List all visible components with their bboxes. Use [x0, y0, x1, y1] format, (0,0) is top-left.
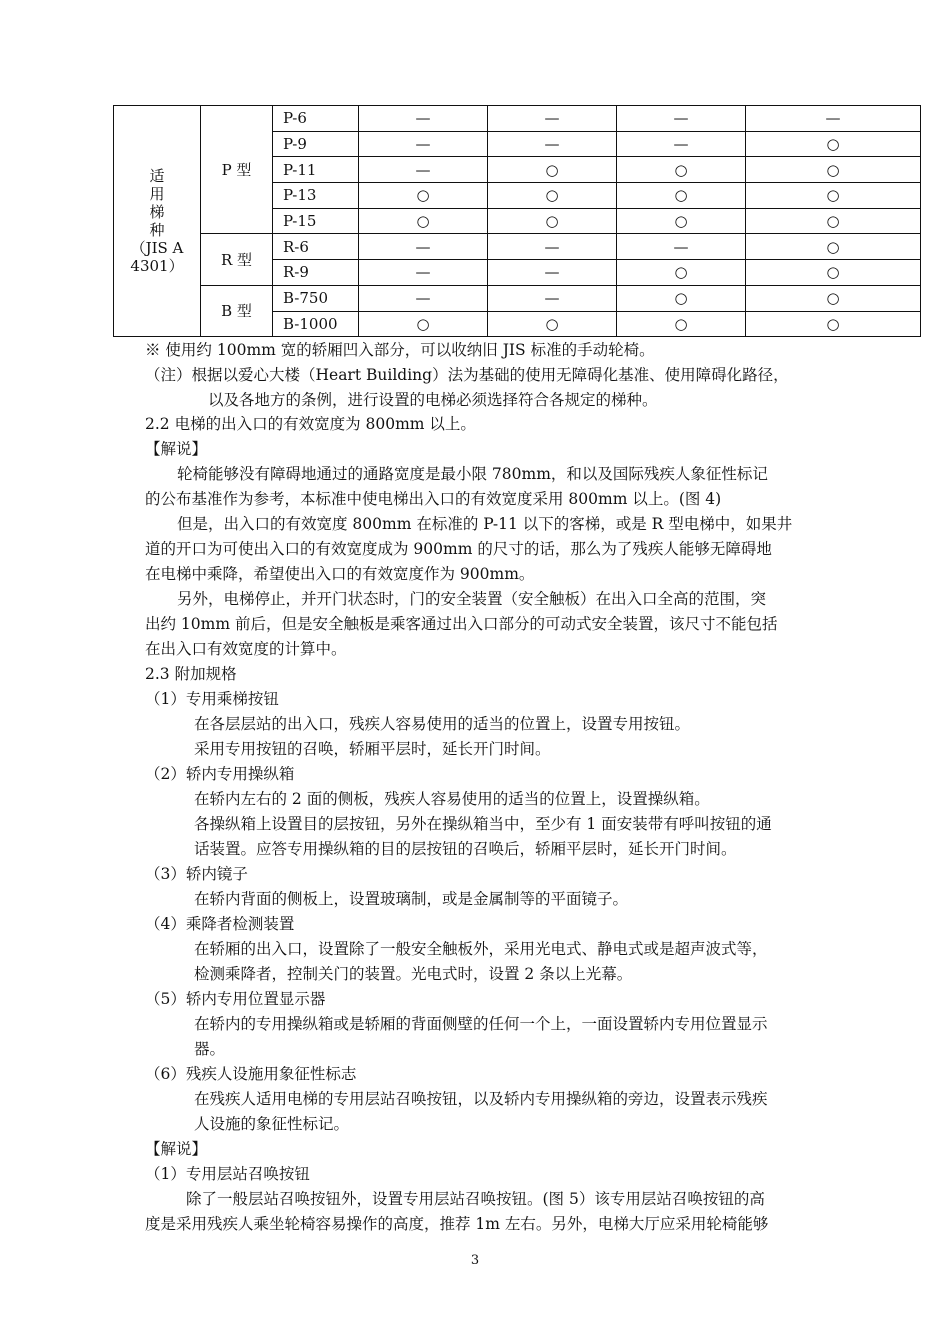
- model-cell: R-9: [273, 260, 359, 286]
- note-paragraph: （注）根据以爱心大楼（Heart Building）法为基础的使用无障碍化基准、使用障碍化路径，: [145, 366, 789, 384]
- item-heading: （3）轿内镜子: [145, 865, 248, 883]
- mark-cell: —: [359, 131, 488, 157]
- mark-cell: ○: [488, 157, 617, 183]
- mark-cell: ○: [488, 183, 617, 209]
- mark-cell: ○: [359, 311, 488, 337]
- section-heading: 2.2 电梯的出入口的有效宽度为 800mm 以上。: [145, 415, 476, 433]
- mark-cell: ○: [617, 157, 746, 183]
- mark-cell: ○: [359, 183, 488, 209]
- note-paragraph: 以及各地方的条例，进行设置的电梯必须选择符合各规定的梯种。: [208, 391, 658, 409]
- item-heading: （1）专用层站召唤按钮: [145, 1165, 310, 1183]
- table-row: [114, 285, 921, 311]
- mark-cell: —: [488, 106, 617, 132]
- mark-cell: ○: [617, 208, 746, 234]
- body-paragraph: 在出入口有效宽度的计算中。: [145, 640, 347, 658]
- mark-cell: —: [488, 234, 617, 260]
- body-paragraph: 在电梯中乘降，希望使出入口的有效宽度作为 900mm。: [145, 565, 535, 583]
- mark-cell: ○: [488, 208, 617, 234]
- section-heading: 2.3 附加规格: [145, 665, 237, 683]
- mark-cell: ○: [746, 208, 921, 234]
- mark-cell: ○: [746, 260, 921, 286]
- body-paragraph: 出约 10mm 前后，但是安全触板是乘客通过出入口部分的可动式安全装置，该尺寸不能包括: [145, 615, 778, 633]
- mark-cell: —: [488, 131, 617, 157]
- body-paragraph: 但是，出入口的有效宽度 800mm 在标准的 P-11 以下的客梯，或是 R 型电梯中，如果井: [177, 515, 793, 533]
- table-row: [114, 234, 921, 260]
- item-text: 各操纵箱上设置目的层按钮，另外在操纵箱当中，至少有 1 面安装带有呼叫按钮的通: [194, 815, 772, 833]
- mark-cell: ○: [746, 157, 921, 183]
- mark-cell: —: [488, 285, 617, 311]
- item-heading: （1）专用乘梯按钮: [145, 690, 279, 708]
- commentary-label: 【解说】: [145, 440, 208, 458]
- item-text: 在轿内背面的侧板上，设置玻璃制，或是金属制等的平面镜子。: [194, 890, 629, 908]
- mark-cell: —: [359, 157, 488, 183]
- commentary-label: 【解说】: [145, 1140, 208, 1158]
- item-text: 话装置。应答专用操纵箱的目的层按钮的召唤后，轿厢平层时，延长开门时间。: [194, 840, 737, 858]
- item-text: 采用专用按钮的召唤，轿厢平层时，延长开门时间。: [194, 740, 551, 758]
- model-cell: P-13: [273, 183, 359, 209]
- item-heading: （6）残疾人设施用象征性标志: [145, 1065, 357, 1083]
- type-group-label: B 型: [201, 285, 273, 336]
- mark-cell: ○: [746, 234, 921, 260]
- mark-cell: —: [617, 234, 746, 260]
- mark-cell: ○: [617, 311, 746, 337]
- mark-cell: —: [488, 260, 617, 286]
- body-paragraph: 道的开口为可使出入口的有效宽度成为 900mm 的尺寸的话，那么为了残疾人能够无障碍地: [145, 540, 772, 558]
- item-text: 器。: [194, 1040, 226, 1058]
- item-heading: （2）轿内专用操纵箱: [145, 765, 295, 783]
- body-paragraph: 另外，电梯停止，并开门状态时，门的安全装置（安全触板）在出入口全高的范围，突: [177, 590, 767, 608]
- mark-cell: —: [359, 260, 488, 286]
- model-cell: P-6: [273, 106, 359, 132]
- mark-cell: —: [359, 106, 488, 132]
- mark-cell: ○: [617, 260, 746, 286]
- mark-cell: ○: [359, 208, 488, 234]
- model-cell: B-1000: [273, 311, 359, 337]
- mark-cell: —: [617, 106, 746, 132]
- item-heading: （4）乘降者检测装置: [145, 915, 295, 933]
- table-row: [114, 106, 921, 132]
- item-text: 在轿内的专用操纵箱或是轿厢的背面侧壁的任何一个上，一面设置轿内专用位置显示: [194, 1015, 768, 1033]
- body-paragraph: 除了一般层站召唤按钮外，设置专用层站召唤按钮。(图 5）该专用层站召唤按钮的高: [186, 1190, 765, 1208]
- mark-cell: ○: [617, 183, 746, 209]
- item-heading: （5）轿内专用位置显示器: [145, 990, 326, 1008]
- mark-cell: ○: [746, 131, 921, 157]
- item-text: 在残疾人适用电梯的专用层站召唤按钮，以及轿内专用操纵箱的旁边，设置表示残疾: [194, 1090, 768, 1108]
- mark-cell: ○: [488, 311, 617, 337]
- mark-cell: ○: [617, 285, 746, 311]
- body-paragraph: 轮椅能够没有障碍地通过的通路宽度是最小限 780mm，和以及国际残疾人象征性标记: [177, 465, 768, 483]
- item-text: 在轿内左右的 2 面的侧板，残疾人容易使用的适当的位置上，设置操纵箱。: [194, 790, 710, 808]
- model-cell: R-6: [273, 234, 359, 260]
- mark-cell: ○: [746, 311, 921, 337]
- applicable-type-label: 适 用 梯 种 （JIS A 4301）: [114, 106, 201, 337]
- type-group-label: R 型: [201, 234, 273, 285]
- item-text: 在各层层站的出入口，残疾人容易使用的适当的位置上，设置专用按钮。: [194, 715, 691, 733]
- mark-cell: ○: [746, 285, 921, 311]
- body-paragraph: 的公布基准作为参考，本标准中使电梯出入口的有效宽度采用 800mm 以上。(图 4): [145, 490, 722, 508]
- elevator-type-table: [113, 105, 921, 337]
- model-cell: B-750: [273, 285, 359, 311]
- model-cell: P-9: [273, 131, 359, 157]
- model-cell: P-15: [273, 208, 359, 234]
- item-text: 人设施的象征性标记。: [194, 1115, 350, 1133]
- mark-cell: ○: [746, 183, 921, 209]
- item-text: 在轿厢的出入口，设置除了一般安全触板外，采用光电式、静电式或是超声波式等，: [194, 940, 768, 958]
- mark-cell: —: [359, 285, 488, 311]
- model-cell: P-11: [273, 157, 359, 183]
- mark-cell: —: [617, 131, 746, 157]
- mark-cell: —: [746, 106, 921, 132]
- page-number: 3: [470, 1253, 480, 1268]
- item-text: 检测乘降者，控制关门的装置。光电式时，设置 2 条以上光幕。: [194, 965, 633, 983]
- table-footnote: ※ 使用约 100mm 宽的轿厢凹入部分，可以收纳旧 JIS 标准的手动轮椅。: [145, 341, 655, 359]
- type-group-label: P 型: [201, 106, 273, 234]
- mark-cell: —: [359, 234, 488, 260]
- body-paragraph: 度是采用残疾人乘坐轮椅容易操作的高度，推荐 1m 左右。另外，电梯大厅应采用轮椅能够: [145, 1215, 769, 1233]
